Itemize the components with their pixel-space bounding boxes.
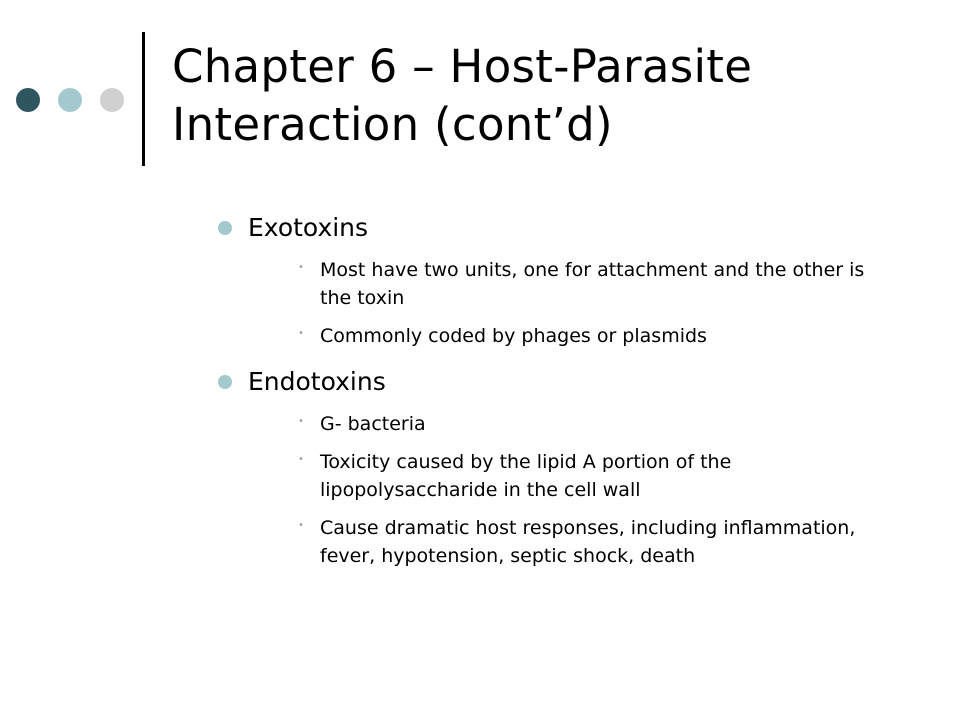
title-divider [142, 32, 145, 166]
sub-bullet-text: G- bacteria [320, 413, 426, 435]
sub-bullet-item [290, 256, 880, 312]
sub-bullet-text: Toxicity caused by the lipid A portion of the lipopolysaccharide in the cell wall [320, 451, 732, 501]
bullet-text: Endotoxins [248, 367, 386, 396]
bullet-text: Exotoxins [248, 213, 369, 242]
sub-bullet-text: Cause dramatic host responses, including inflammation, fever, hypotension, septic shock, death [320, 517, 856, 567]
sub-bullet-item [290, 448, 880, 504]
round-bullet-icon [218, 221, 232, 235]
teal-dot-icon [58, 88, 82, 112]
small-bullet-icon: • [298, 454, 304, 465]
small-bullet-icon: • [298, 416, 304, 427]
small-bullet-icon: • [298, 328, 304, 339]
small-bullet-icon: • [298, 262, 304, 273]
sub-bullet-text: Most have two units, one for attachment and the other is the toxin [320, 259, 865, 309]
bullet-list [218, 206, 938, 570]
slide-content [218, 206, 938, 580]
sub-bullet-list [290, 256, 938, 350]
bullet-item-exotoxins [218, 206, 938, 350]
bullet-item-endotoxins [218, 360, 938, 570]
sub-bullet-text: Commonly coded by phages or plasmids [320, 325, 707, 347]
dark-dot-icon [16, 88, 40, 112]
sub-bullet-item [290, 322, 880, 350]
small-bullet-icon: • [298, 520, 304, 531]
gray-dot-icon [100, 88, 124, 112]
decorative-dots [16, 88, 124, 112]
slide-title: Chapter 6 – Host-Parasite Interaction (cont’d) [172, 40, 753, 151]
sub-bullet-item [290, 514, 880, 570]
sub-bullet-item [290, 410, 880, 438]
sub-bullet-list [290, 410, 938, 570]
round-bullet-icon [218, 375, 232, 389]
